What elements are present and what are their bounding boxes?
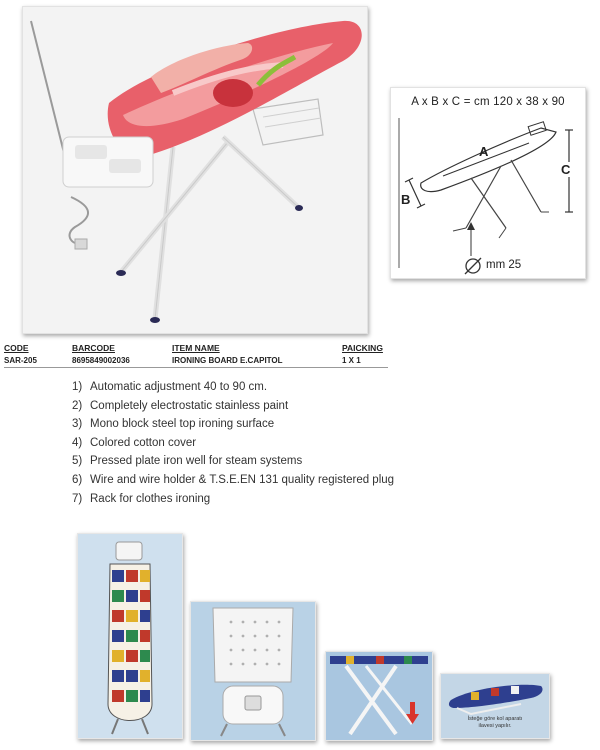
list-item: 5) Pressed plate iron well for steam systems [72, 455, 303, 468]
label-c: C [561, 162, 571, 177]
table-divider [4, 367, 388, 368]
list-item: 4) Colored cotton cover [72, 436, 197, 449]
product-photo-main [22, 6, 368, 334]
thumb-perforated-board [190, 601, 316, 741]
header-barcode: BARCODE [72, 343, 115, 353]
thumb-legs-adjustment [325, 651, 433, 741]
list-item: 7) Rack for clothes ironing [72, 492, 211, 505]
label-a: A [479, 144, 489, 159]
header-item-name: ITEM NAME [172, 343, 220, 353]
header-code: CODE [4, 343, 29, 353]
header-packing: PAICKING [342, 343, 383, 353]
cell-item-name: IRONING BOARD E.CAPITOL [172, 356, 283, 365]
list-item: 2) Completely electrostatic stainless paint [72, 399, 289, 412]
cell-packing: 1 X 1 [342, 356, 361, 365]
dimension-formula: A x B x C = cm 120 x 38 x 90 [411, 96, 565, 108]
dimension-diagram [390, 87, 586, 279]
cell-barcode: 8695849002036 [72, 356, 130, 365]
feature-list [72, 378, 394, 508]
label-b: B [401, 192, 411, 207]
diameter-label: mm 25 [486, 259, 522, 271]
list-item: 3) Mono block steel top ironing surface [72, 418, 275, 431]
thumb-sleeve-attachment [440, 673, 550, 739]
sleeve-caption-line2: ilavesi yapılır. [478, 723, 512, 729]
list-item: 6) Wire and wire holder & T.S.E.EN 131 quality registered plug [72, 473, 395, 486]
sleeve-caption-line1: İsteğe göre kol aparatı [467, 716, 523, 722]
thumb-cover-pattern [77, 533, 183, 739]
list-item: 1) Automatic adjustment 40 to 90 cm. [72, 381, 268, 393]
cell-code: SAR-205 [4, 356, 37, 365]
